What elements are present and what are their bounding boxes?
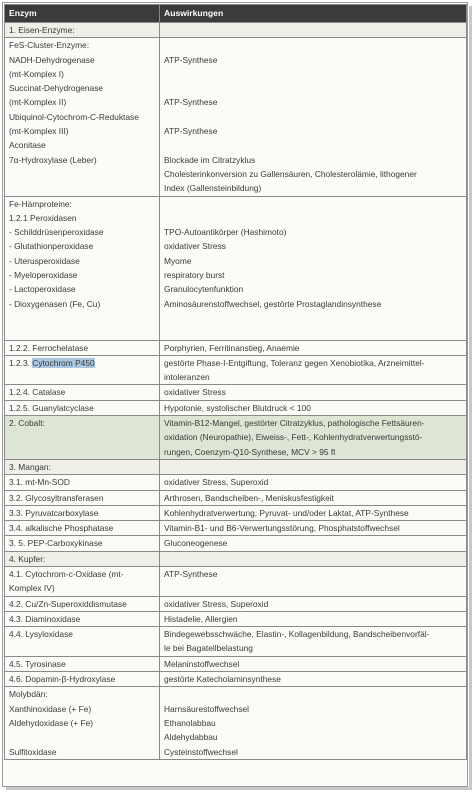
enzyme-line: - Dioxygenasen (Fe, Cu) xyxy=(9,298,101,309)
enzyme-line: 2. Cobalt: xyxy=(9,418,45,429)
effect-line: ATP-Synthese xyxy=(164,568,218,579)
effect-cell xyxy=(160,400,467,415)
enzyme-line: - Schilddrüsenperoxidase xyxy=(9,227,104,238)
table-row xyxy=(5,38,467,196)
effect-line: Aminosäurenstoffwechsel, gestörte Prostaglandinsynthese xyxy=(164,298,382,309)
table-row xyxy=(5,505,467,520)
effect-cell xyxy=(160,551,467,566)
enzyme-line: Ubiquinol-Cytochrom-C-Reduktase xyxy=(9,111,139,122)
effect-line xyxy=(164,23,463,37)
table-row xyxy=(5,355,467,385)
effect-cell xyxy=(160,521,467,536)
enzyme-cell xyxy=(5,687,160,759)
enzyme-line: 3.3. Pyruvatcarboxylase xyxy=(9,507,99,518)
effect-line: Hypotonie, systolischer Blutdruck < 100 xyxy=(164,402,311,413)
enzyme-line: (mt-Komplex II) xyxy=(9,97,67,108)
enzyme-cell xyxy=(5,551,160,566)
effect-line xyxy=(164,67,463,81)
enzyme-line xyxy=(9,730,156,744)
effect-line: Porphyrien, Ferritinanstieg, Anaemie xyxy=(164,342,300,353)
effect-cell xyxy=(160,687,467,759)
effect-line: Histadelie, Allergien xyxy=(164,613,238,624)
effect-cell xyxy=(160,385,467,400)
enzyme-line: 3. Mangan: xyxy=(9,461,51,472)
effect-line: Harnsäurestoffwechsel xyxy=(164,703,250,714)
enzyme-line: (mt-Komplex I) xyxy=(9,68,64,79)
effect-line xyxy=(164,460,463,474)
effect-line: oxidativer Stress, Superoxid xyxy=(164,598,269,609)
effect-line xyxy=(164,325,463,339)
enzyme-cell xyxy=(5,340,160,355)
enzyme-line: Xanthinoxidase (+ Fe) xyxy=(9,703,92,714)
enzyme-cell xyxy=(5,490,160,505)
table-row xyxy=(5,672,467,687)
effect-line: oxidativer Stress, Superoxid xyxy=(164,477,269,488)
effect-line: TPO-Autoantikörper (Hashimoto) xyxy=(164,227,287,238)
effect-line: oxidativer Stress xyxy=(164,387,226,398)
effect-cell xyxy=(160,611,467,626)
enzyme-line: 4.4. Lysyloxidase xyxy=(9,629,73,640)
effect-line xyxy=(164,581,463,595)
enzyme-cell xyxy=(5,196,160,340)
enzyme-line: 1.2.1 Peroxidasen xyxy=(9,212,77,223)
enzyme-line xyxy=(9,311,156,325)
effect-cell xyxy=(160,459,467,474)
effect-line: oxidation (Neuropathie), Eiweiss-, Fett-, Kohlenhydratverwertungsstö- xyxy=(164,432,423,443)
effect-cell xyxy=(160,627,467,657)
table-row xyxy=(5,475,467,490)
effect-cell xyxy=(160,340,467,355)
table-row xyxy=(5,551,467,566)
enzyme-line: - Glutathionperoxidase xyxy=(9,241,94,252)
enzyme-cell xyxy=(5,416,160,460)
effect-line xyxy=(164,81,463,95)
effect-line xyxy=(164,687,463,701)
table-row xyxy=(5,566,467,596)
enzyme-table xyxy=(4,4,467,760)
effect-line: Kohlenhydratverwertung, Pyruvat- und/oder Laktat, ATP-Synthese xyxy=(164,507,409,518)
enzyme-line xyxy=(9,181,156,195)
effect-line: Ethanolabbau xyxy=(164,717,216,728)
effect-line: ATP-Synthese xyxy=(164,97,218,108)
enzyme-line: - Uterusperoxidase xyxy=(9,255,80,266)
enzyme-line: NADH-Dehydrogenase xyxy=(9,54,95,65)
effect-line: ATP-Synthese xyxy=(164,126,218,137)
effect-line: Cholesterinkonversion zu Gallensäuren, Cholesterolämie, lithogener xyxy=(164,168,417,179)
enzyme-cell xyxy=(5,38,160,196)
enzyme-cell xyxy=(5,459,160,474)
enzyme-line: 4.6. Dopamin-β-Hydroxylase xyxy=(9,674,116,685)
header-auswirkungen: Auswirkungen xyxy=(160,5,467,23)
table-row xyxy=(5,340,467,355)
effect-cell xyxy=(160,672,467,687)
effect-line: Index (Gallensteinbildung) xyxy=(164,183,262,194)
effect-line: Cysteinstoffwechsel xyxy=(164,746,238,757)
enzyme-cell xyxy=(5,611,160,626)
enzyme-cell xyxy=(5,385,160,400)
effect-line xyxy=(164,38,463,52)
effect-line: Arthrosen, Bandscheiben-, Meniskusfestigkeit xyxy=(164,492,334,503)
header-enzym: Enzym xyxy=(5,5,160,23)
enzyme-line: Fe-Hämproteine: xyxy=(9,198,72,209)
enzyme-cell xyxy=(5,672,160,687)
effect-line xyxy=(164,110,463,124)
effect-cell xyxy=(160,23,467,38)
enzyme-cell xyxy=(5,505,160,520)
table-row xyxy=(5,416,467,460)
enzyme-cell xyxy=(5,627,160,657)
effect-line xyxy=(164,138,463,152)
table-row xyxy=(5,400,467,415)
effect-line: Aldehydabbau xyxy=(164,732,218,743)
effect-line: le bei Bagatellbelastung xyxy=(164,643,253,654)
effect-line: gestörte Katecholaminsynthese xyxy=(164,674,281,685)
enzyme-line xyxy=(9,325,156,339)
effect-line: Melaninstoffwechsel xyxy=(164,658,240,669)
selected-text: Cytochrom P450 xyxy=(32,357,95,368)
enzyme-cell xyxy=(5,400,160,415)
enzyme-line: 3.4. alkalische Phosphatase xyxy=(9,523,114,534)
table-row xyxy=(5,536,467,551)
effect-line: gestörte Phase-I-Entgiftung, Toleranz gegen Xenobiotika, Arzneimittel- xyxy=(164,357,425,368)
effect-line: Granulocytenfunktion xyxy=(164,284,244,295)
enzyme-line: 1. Eisen-Enzyme: xyxy=(9,25,75,35)
enzyme-line: (mt-Komplex III) xyxy=(9,126,69,137)
enzyme-cell xyxy=(5,656,160,671)
enzyme-line xyxy=(9,641,156,655)
enzyme-cell xyxy=(5,475,160,490)
effect-cell xyxy=(160,505,467,520)
enzyme-line: Komplex IV) xyxy=(9,583,55,594)
enzyme-cell xyxy=(5,536,160,551)
enzyme-line: 7α-Hydroxylase (Leber) xyxy=(9,154,97,165)
enzyme-line: 3. 5. PEP-Carboxykinase xyxy=(9,538,103,549)
table-row xyxy=(5,687,467,759)
table-row xyxy=(5,459,467,474)
effect-line: Blockade im Citratzyklus xyxy=(164,154,256,165)
table-row xyxy=(5,656,467,671)
effect-cell xyxy=(160,416,467,460)
table-body xyxy=(5,23,467,760)
table-row xyxy=(5,23,467,38)
effect-line: Vitamin-B12-Mangel, gestörter Citratzyklus, pathologische Fettsäuren- xyxy=(164,418,425,429)
effect-line: Myome xyxy=(164,255,192,266)
enzyme-cell xyxy=(5,355,160,385)
effect-line: ATP-Synthese xyxy=(164,54,218,65)
enzyme-cell xyxy=(5,23,160,38)
enzyme-line: FeS-Cluster-Enzyme: xyxy=(9,40,90,51)
enzyme-cell xyxy=(5,521,160,536)
effect-line xyxy=(164,311,463,325)
effect-cell xyxy=(160,475,467,490)
enzyme-cell xyxy=(5,566,160,596)
effect-line: respiratory burst xyxy=(164,270,225,281)
enzyme-cell xyxy=(5,596,160,611)
enzyme-line: 1.2.2. Ferrochelatase xyxy=(9,342,89,353)
effect-cell xyxy=(160,566,467,596)
frame-shadow xyxy=(6,787,472,790)
effect-line: rungen, Coenzym-Q10-Synthese, MCV > 95 fl xyxy=(164,446,336,457)
enzyme-line: 4.3. Diaminoxidase xyxy=(9,613,81,624)
enzyme-line: - Lactoperoxidase xyxy=(9,284,76,295)
frame-shadow xyxy=(469,6,472,789)
table-row xyxy=(5,490,467,505)
table-row xyxy=(5,385,467,400)
table-row xyxy=(5,596,467,611)
enzyme-line: Succinat-Dehydrogenase xyxy=(9,83,104,94)
enzyme-line: 1.2.5. Guanylatcyclase xyxy=(9,402,94,413)
enzyme-line: Sulfitoxidase xyxy=(9,746,57,757)
effect-line xyxy=(164,552,463,566)
enzyme-line: 4.5. Tyrosinase xyxy=(9,658,66,669)
effect-cell xyxy=(160,38,467,196)
effect-line: Gluconeogenese xyxy=(164,538,228,549)
table-header-row xyxy=(5,5,467,23)
effect-line: intoleranzen xyxy=(164,372,210,383)
enzyme-line: 3.1. mt-Mn-SOD xyxy=(9,477,70,488)
table-row xyxy=(5,611,467,626)
enzyme-line: Aldehydoxidase (+ Fe) xyxy=(9,717,94,728)
effect-cell xyxy=(160,656,467,671)
effect-line xyxy=(164,211,463,225)
table-row xyxy=(5,627,467,657)
effect-line: Bindegewebsschwäche, Elastin-, Kollagenbildung, Bandscheibenvorfäl- xyxy=(164,629,430,640)
effect-line: oxidativer Stress xyxy=(164,241,226,252)
enzyme-line: Molybdän: xyxy=(9,689,48,700)
effect-cell xyxy=(160,355,467,385)
effect-cell xyxy=(160,490,467,505)
enzyme-line: Aconitase xyxy=(9,140,46,151)
enzyme-line: 4.2. Cu/Zn-Superoxiddismutase xyxy=(9,598,127,609)
effect-cell xyxy=(160,196,467,340)
effect-cell xyxy=(160,596,467,611)
enzyme-line: 1.2.3. Cytochrom P450 xyxy=(9,357,95,368)
effect-line xyxy=(164,197,463,211)
enzyme-line: 3.2. Glycosyltransferasen xyxy=(9,492,104,503)
enzyme-line: 4. Kupfer: xyxy=(9,553,46,564)
enzyme-line: - Myeloperoxidase xyxy=(9,270,78,281)
enzyme-line: 1.2.4. Catalase xyxy=(9,387,66,398)
enzyme-line: 4.1. Cytochrom-c-Oxidase (mt- xyxy=(9,568,124,579)
effect-cell xyxy=(160,536,467,551)
enzyme-line xyxy=(9,167,156,181)
table-row xyxy=(5,521,467,536)
effect-line: Vitamin-B1- und B6-Verwertungsstörung, Phosphatstoffwechsel xyxy=(164,523,400,534)
table-row xyxy=(5,196,467,340)
